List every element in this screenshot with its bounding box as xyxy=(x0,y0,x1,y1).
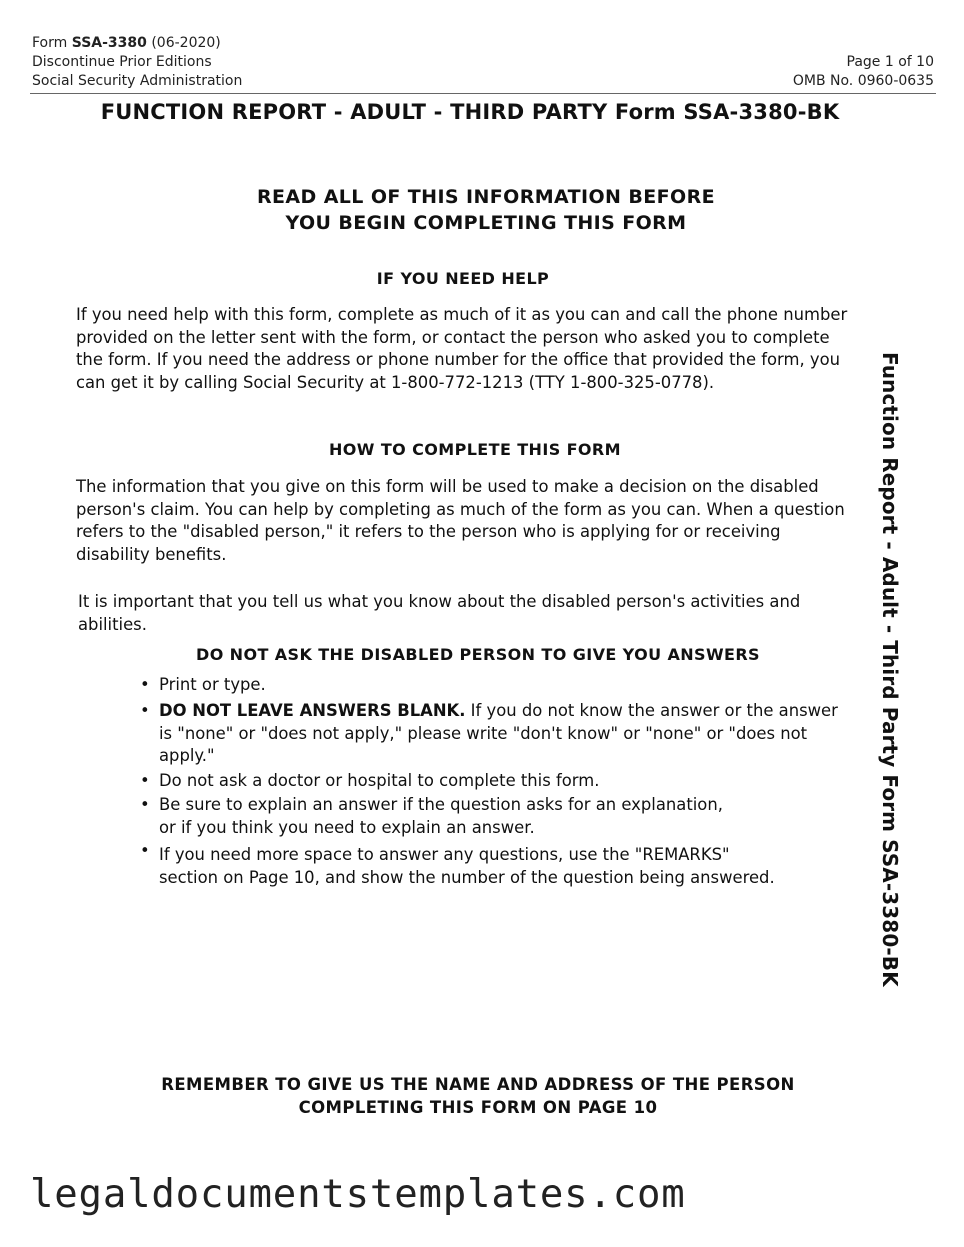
page-number: Page 1 of 10 xyxy=(846,54,934,70)
help-heading: IF YOU NEED HELP xyxy=(376,269,550,288)
bullet-icon: • xyxy=(140,795,150,814)
important-paragraph: It is important that you tell us what you know about the disabled person's activities and abilities. xyxy=(78,592,801,634)
form-header-left xyxy=(32,34,242,91)
bullet-icon: • xyxy=(140,701,150,720)
watermark: legaldocumentstemplates.com xyxy=(30,1172,686,1217)
read-all-notice: READ ALL OF THIS INFORMATION BEFORE YOU BEGIN COMPLETING THIS FORM xyxy=(257,186,715,234)
help-paragraph: If you need help with this form, complete as much of it as you can and call the phone number provided on the letter sent with the form, or contact the person who asked you to complete the form. If you need the address or phone number for the office that provided the form, you can get it by calling Social Security at 1-800-772-1213 (TTY 1-800-325-0778). xyxy=(76,305,848,393)
bullet-icon: • xyxy=(140,771,150,790)
form-number: SSA-3380 xyxy=(71,35,147,51)
agency-name: Social Security Administration xyxy=(32,73,243,89)
form-header-right xyxy=(793,53,934,91)
bullet-icon: • xyxy=(140,841,150,860)
side-title-container xyxy=(878,352,902,987)
bullet-icon: • xyxy=(140,675,150,694)
header-divider xyxy=(30,93,936,94)
form-date: (06-2020) xyxy=(151,35,221,51)
form-id-line: Form SSA-3380 (06-2020) xyxy=(32,35,221,51)
how-to-heading: HOW TO COMPLETE THIS FORM xyxy=(329,440,621,459)
discontinue-note: Discontinue Prior Editions xyxy=(32,54,212,70)
remember-notice: REMEMBER TO GIVE US THE NAME AND ADDRESS OF THE PERSON COMPLETING THIS FORM ON PAGE 10 xyxy=(161,1075,795,1117)
how-to-paragraph: The information that you give on this form will be used to make a decision on the disabled person's claim. You can help by completing as much of the form as you can. When a question refers to the "disabled person," it refers to the person who is applying for or receiving disability benefits. xyxy=(76,477,845,565)
omb-number: OMB No. 0960-0635 xyxy=(792,73,934,89)
do-not-ask-heading: DO NOT ASK THE DISABLED PERSON TO GIVE YOU ANSWERS xyxy=(196,645,760,664)
side-title: Function Report - Adult - Third Party Form SSA-3380-BK xyxy=(878,352,902,987)
document-title: FUNCTION REPORT - ADULT - THIRD PARTY Form SSA-3380-BK xyxy=(100,100,840,124)
